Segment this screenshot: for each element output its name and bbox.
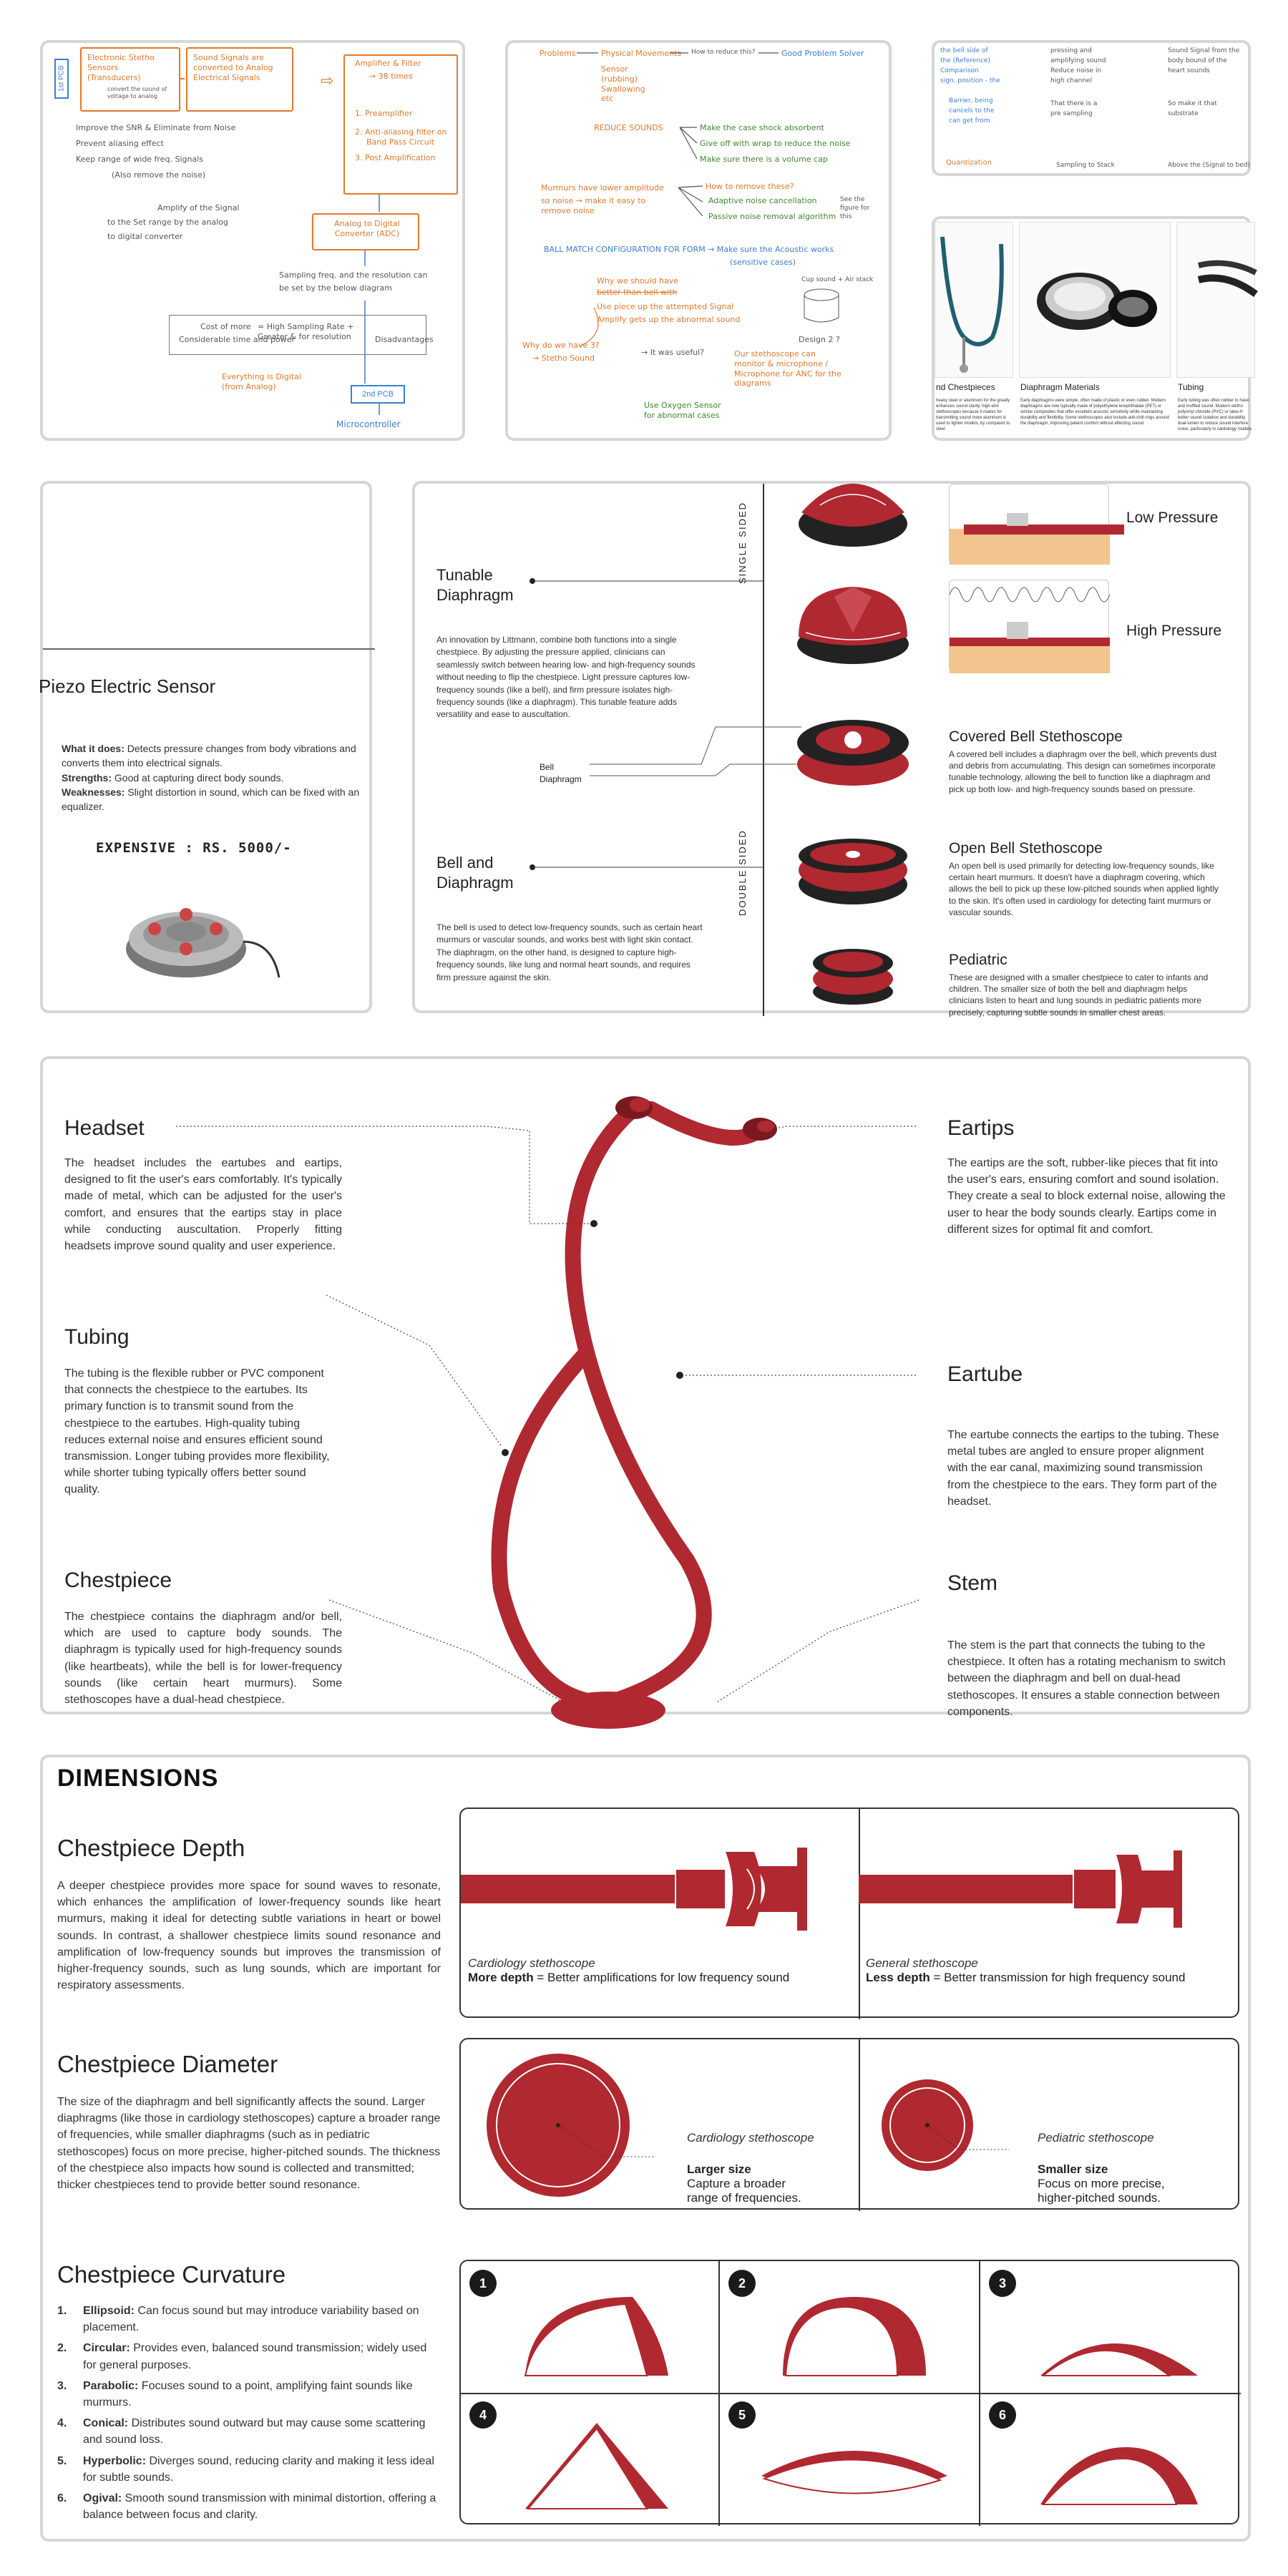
cup-note: Cup sound + Air stack [801, 276, 874, 283]
eartube-left [573, 1109, 633, 1352]
single-sided-label: SINGLE SIDED [737, 501, 748, 584]
left-note-4: (Also remove the noise) [112, 170, 206, 180]
tradeoff-left-2: Considerable time and power [179, 335, 296, 344]
anatomy-card[interactable] [40, 1056, 1251, 1718]
pcb-tag-1: 1st PCB [54, 59, 69, 99]
curv-num-4: 4 [469, 2401, 497, 2429]
physical-movements: Physical Movements [601, 49, 682, 58]
adc-note-2: be set by the below diagram [279, 283, 392, 293]
material-col-2 [1020, 382, 1169, 426]
tubing-icon [1177, 223, 1256, 379]
see-figure-3: this [840, 213, 852, 220]
sensor-sub: convert the sound of voltage to analog [107, 86, 167, 99]
flow-arrows [43, 43, 468, 444]
quantization: Quantization [946, 159, 992, 167]
amp-note-1: Amplify of the Signal [157, 203, 240, 213]
grid-h [461, 2393, 1241, 2394]
tradeoff-left-1: Cost of more [200, 322, 251, 331]
diaphragm-low [964, 525, 1124, 535]
sensor-rubbing: Sensor (rubbing) Swallowing etc [601, 64, 645, 104]
piezo-card[interactable] [40, 481, 372, 1013]
pcb-tag-2: 2nd PCB [351, 385, 405, 404]
design-2: Design 2 ? [799, 335, 840, 344]
col-a-6: Barrier, being [949, 97, 993, 104]
hyperbolic-shape-icon [754, 2433, 955, 2512]
our-steth: Our stethoscope can monitor & microphone / Microphone for ANC for the diagrams [734, 349, 841, 389]
why-mic: Why we should have [597, 276, 679, 286]
diameter-divider [859, 2039, 860, 2211]
adaptive: Adaptive noise cancellation [708, 196, 817, 205]
pediatric-title: Pediatric [949, 952, 1008, 968]
piezo-what: What it does: Detects pressure changes from body vibrations and converts them into electrical signals. [62, 743, 356, 769]
reduce-3: Make sure there is a volume cap [700, 155, 828, 164]
curvature-grid [459, 2260, 1239, 2524]
covered-title: Covered Bell Stethoscope [949, 728, 1123, 745]
curv-item-1: 1. Ellipsoid: Can focus sound but may introduce variability based on placement. [57, 2305, 419, 2334]
sampling-stack: Sampling to Stack [1056, 162, 1115, 169]
problems-label: Problems [540, 49, 576, 58]
chestpiece-open-icon [791, 820, 914, 906]
material-col-3 [1178, 382, 1254, 433]
diaphragm-parts-icon [1020, 223, 1171, 379]
depth-left-caption: Cardiology stethoscope More depth = Better amplifications for low frequency sound [468, 1956, 790, 1984]
tradeoff-right: Disadvantages [375, 335, 434, 344]
chestpiece-shape [551, 1692, 665, 1729]
amp-step-2: 2. Anti-aliasing filter on [355, 127, 447, 137]
dimensions-heading: DIMENSIONS [57, 1765, 219, 1792]
depth-panel [459, 1807, 1239, 2018]
use-oxygen: Use Oxygen Sensor for abnormal cases [644, 401, 721, 420]
material-text-1: heavy steel or aluminum for the greatly enhances sound clarity. high-end stethoscopes because it makes for transmitting sound more aluminum is used to lighter models, by compared to steel. [936, 399, 1010, 432]
col-b-6: That there is a [1050, 100, 1098, 107]
col-b-3: Reduce noise in [1050, 67, 1102, 74]
curv-num-3: 3 [989, 2270, 1016, 2297]
parabolic-shape-icon [1033, 2304, 1205, 2383]
bd-title: Bell and Diaphragm [436, 854, 514, 892]
open-title: Open Bell Stethoscope [949, 840, 1103, 857]
see-figure-2: figure for [840, 205, 870, 212]
grid-v2 [979, 2261, 980, 2526]
how-reduce: How to reduce this? [691, 49, 756, 56]
material-img-1 [935, 222, 1013, 378]
large-diaphragm-icon [482, 2049, 661, 2200]
material-title-3: Tubing [1178, 382, 1204, 392]
curvature-title: Chestpiece Curvature [57, 2261, 286, 2288]
material-text-3: Early tubing was often rubber to have and muffled sound. Modern stetho polyvinyl chloride (PVC) or latex-fr better sound isolation and durability dual-lumen to reduce sound interfere noise, particularly in cardiology models. [1178, 399, 1253, 432]
materials-card[interactable] [932, 216, 1251, 441]
why-mic-2: better than bell with [597, 288, 678, 297]
bell-callout: Bell Diaphragm [540, 762, 582, 784]
col-a-2: the (Reference) [940, 57, 990, 64]
curv-num-1: 1 [469, 2270, 497, 2297]
low-pressure-label: Low Pressure [1126, 509, 1219, 526]
amp-title: Amplifier & Filter [355, 59, 421, 68]
curv-item-6: 6. Ogival: Smooth sound transmission with minimal distortion, offering a balance between focus and clarity. [57, 2492, 436, 2522]
amp-loud: Use piece up the attempted Signal [597, 302, 734, 311]
headset-text: The headset includes the eartubes and eartips, designed to fit the user's ears comfortably. It's typically made of metal, which can be adjusted for the user's comfort, and ensures that the eartips stay in place while conducting auscultation. Properly fitting headsets improve sound quality and user experience. [64, 1157, 342, 1252]
sensor-label: Electronic Stetho Sensors (Transducers) [87, 53, 155, 82]
low-pressure-panel [949, 484, 1109, 564]
curv-item-2: 2. Circular: Provides even, balanced sound transmission; widely used for general purposes. [57, 2342, 427, 2371]
open-text: An open bell is used primarily for detecting low-frequency sounds, like certain heart murmurs. It doesn't have a diaphragm covering, which allows the bell to pick up these low-pitched sounds when applied lightly to the skin. It's often used in cardiology for detecting faint murmurs or vascular sounds. [949, 861, 1219, 917]
digital-note: Everything is Digital (from Analog) [222, 372, 302, 391]
amp-step-2b: Band Pass Circuit [366, 137, 434, 147]
headset-title: Headset [64, 1116, 145, 1140]
col-a-8: can get from [949, 117, 990, 125]
col-b-1: pressing and [1050, 47, 1092, 54]
piezo-weaknesses: Weaknesses: Slight distortion in sound, which can be fixed with an equalizer. [62, 786, 360, 813]
problems-arrows [508, 43, 894, 444]
tubing-title: Tubing [64, 1325, 130, 1349]
curv-num-5: 5 [728, 2401, 756, 2429]
piezo-strengths: Strengths: Good at capturing direct body sounds. [62, 771, 284, 784]
material-title-1: nd Chestpieces [936, 382, 995, 392]
adc-label: Analog to Digital Converter (ADC) [334, 219, 400, 238]
col-b-4: high channel [1050, 77, 1093, 84]
depth-title: Chestpiece Depth [57, 1835, 245, 1861]
col-a-3: Comparison [940, 67, 979, 74]
notes-card-small[interactable] [932, 40, 1251, 176]
material-text-2: Early diaphragms were simple, often made of plastic or even rubber. Modern diaphragms are now typically made of polyethylene terephthalate (PET) or similar composites that offer excellent acoustic sensitivity while maintaining durability and flexibility. Some stethoscopes also include anti-chill rings around the diaphragm, improving patient comfort without affecting sound. [1020, 399, 1169, 426]
chestpiece-covered-icon [791, 696, 914, 789]
left-note-1: Improve the SNR & Eliminate from Noise [76, 123, 236, 132]
reduce-head: REDUCE SOUNDS [594, 123, 663, 132]
shallow-chestpiece-icon [859, 1838, 1241, 1938]
curv-item-3: 3. Parabolic: Focuses sound to a point, amplifying faint sounds like murmurs. [57, 2379, 413, 2409]
skin-high [950, 642, 1110, 673]
wave-icon [950, 580, 1110, 609]
murmur-note-2: so noise → make it easy to remove noise [541, 196, 646, 215]
left-note-2: Prevent aliasing effect [76, 139, 164, 148]
material-img-3 [1176, 222, 1255, 378]
curvature-list [57, 2303, 441, 2527]
micro-label: Microcontroller [336, 419, 401, 429]
diameter-left-caption: Cardiology stethoscope Larger size Capture a broader range of frequencies. [687, 2131, 814, 2205]
chestpiece-tunable-icon [791, 575, 914, 668]
ts-useful: → It was useful? [641, 348, 704, 357]
material-col-1 [936, 382, 1013, 433]
piezo-sensor-icon [100, 870, 286, 992]
col-b-2: amplifying sound [1050, 57, 1106, 64]
amp-loud-2: Amplify gets up the abnormal sound [597, 315, 741, 324]
small-diaphragm-icon [880, 2078, 1038, 2178]
left-note-3: Keep range of wide freq. Signals [76, 155, 203, 164]
eartip-left [615, 1096, 653, 1119]
tradeoff-mid: = High Sampling Rate + Greater & for resolution [258, 322, 354, 341]
tunable-title: Tunable Diaphragm [436, 566, 514, 604]
reduce-1: Make the case shock absorbent [700, 123, 824, 132]
bd-text: The bell is used to detect low-frequency sounds, such as certain heart murmurs or vascular sounds, and works best with light skin contact. The diaphragm, on the other hand, is designed to capture high-frequency sounds, like lung and normal heart sounds, and requires firm pressure against the skin. [436, 922, 703, 982]
murmur-note: Murmurs have lower amplitude [541, 183, 664, 192]
chestpiece-types-card[interactable] [412, 481, 1251, 1018]
chestpiece-pediatric-icon [809, 927, 897, 1006]
col-a-4: sign. position - the [940, 77, 1000, 84]
chestpiece-text: The chestpiece contains the diaphragm and/or bell, which are used to capture body sounds. The diaphragm is typically used for high-frequency sounds (like heartbeats), while the bell is for lower-frequency sounds (like certain heart murmurs). Some stethoscopes have a dual-head chestpiece. [64, 1611, 342, 1706]
why-need: Why do we have 3? [522, 341, 600, 350]
amp-sub: → 38 times [369, 72, 413, 81]
eartube-text: The eartube connects the eartips to the tubing. These metal tubes are angled to ensure proper alignment with the ear canal, maximizing sound transmission from the chestpiece to the ears. They form part of the headset. [947, 1429, 1219, 1508]
chestpiece-tunable-top-icon [791, 484, 914, 552]
amp-step-3: 3. Post Amplification [355, 153, 436, 162]
piezo-title: Piezo Electric Sensor [39, 675, 216, 697]
ball-match-sub: (sensitive cases) [730, 258, 796, 267]
curv-num-6: 6 [989, 2401, 1016, 2429]
stem-title: Stem [947, 1571, 998, 1595]
curv-item-4: 4. Conical: Distributes sound outward but may cause some scattering and sound loss. [57, 2417, 426, 2446]
col-a-1: the bell side of [940, 47, 988, 54]
above-signal: Above the (Signal to bed) [1168, 162, 1251, 169]
diameter-title: Chestpiece Diameter [57, 2051, 278, 2077]
diaphragm-high [950, 638, 1110, 646]
material-title-2: Diaphragm Materials [1020, 382, 1100, 392]
tunable-text: An innovation by Littmann, combine both functions into a single chestpiece. By adjusting the pressure applied, clinicians can seamlessly switch between hearing low- and high-frequency sounds without needing to flip the chestpiece. Light pressure captures low-frequency sounds (like a bell), and firm pressure isolates high-frequency sounds (like a diaphragm). This tunable feature adds versatility and ease to auscultation. [436, 635, 696, 720]
arrow-right: ⇨ [321, 72, 334, 90]
eartips-text: The eartips are the soft, rubber-like pieces that fit into the user's ears, ensuring comfort and sound isolation. They create a seal to block external noise, allowing the user to hear the body sounds clearly. Eartips come in different sizes for optimal fit and comfort. [947, 1157, 1226, 1236]
stetho-sound: → Stetho Sound [532, 353, 595, 363]
reduce-2: Give off with wrap to reduce the noise [700, 139, 851, 148]
col-b-7: pre sampling [1050, 110, 1093, 117]
stethoscope-teal-icon [935, 223, 1014, 379]
pediatric-text: These are designed with a smaller chestpiece to cater to infants and children. The smaller size of both the bell and diaphragm helps clinicians listen to heart and lung sounds in pediatric patients more precisely, capturing subtle sounds in smaller chest areas. [949, 972, 1209, 1018]
col-c-3: heart sounds [1168, 67, 1210, 74]
notes-card-problems[interactable] [505, 40, 892, 441]
depth-right-caption: General stethoscope Less depth = Better transmission for high frequency sound [866, 1956, 1186, 1984]
double-sided-label: DOUBLE SIDED [737, 829, 748, 916]
high-pressure-label: High Pressure [1126, 623, 1222, 639]
diameter-text: The size of the diaphragm and bell significantly affects the sound. Larger diaphragms (like those in cardiology stethoscopes) capture a broader range of frequencies, while smaller diaphragms (such as in pediatric stethoscopes) focus on more precise, higher-pitched sounds. The thickness of the chestpiece also impacts how sound is collected and transmitted; thicker chestpieces tend to provide better sound resonance. [57, 2096, 441, 2191]
tubing-main [587, 1352, 704, 1703]
material-img-2 [1019, 222, 1171, 378]
adc-note-1: Sampling freq. and the resolution can [279, 270, 428, 280]
curv-num-2: 2 [728, 2270, 756, 2297]
passive: Passive noise removal algorithm [708, 212, 836, 221]
circular-shape-icon [776, 2290, 933, 2383]
eartips-title: Eartips [947, 1116, 1015, 1140]
see-figure-1: See the [840, 196, 865, 203]
high-pressure-panel [949, 580, 1109, 673]
curv-item-5: 5. Hyperbolic: Diverges sound, reducing clarity and making it less ideal for subtle sounds. [57, 2454, 434, 2484]
good-problem: Good Problem Solver [781, 49, 864, 58]
deep-chestpiece-icon [461, 1838, 859, 1938]
covered-text: A covered bell includes a diaphragm over the bell, which prevents dust and debris from accumulating. This design can sometimes incorporate tunable technology, allowing the bell to function like a diaphragm and pick up both low- and high-frequency sounds based on pressure. [949, 749, 1217, 794]
bell-high [1007, 622, 1028, 639]
bell-low [1007, 513, 1028, 526]
amp-step-1: 1. Preamplifier [355, 109, 413, 118]
dimensions-card[interactable] [40, 1755, 1251, 2542]
ellipsoid-shape-icon [518, 2290, 675, 2383]
ball-match: BALL MATCH CONFIGURATION FOR FORM → Make sure the Acoustic works [544, 245, 834, 254]
tubing-text: The tubing is the flexible rubber or PVC component that connects the chestpiece to the eartubes. Its primary function is to transmit sound from the chestpiece to the eartubes. High-quality tubing reduces external noise and ensures efficient sound transmission. Longer tubing provides more flexibility, while shorter tubing typically offers better sound quality. [64, 1367, 330, 1496]
col-a-7: cancels to the [949, 107, 995, 114]
depth-text: A deeper chestpiece provides more space for sound waves to resonate, which enhances the amplification of lower-frequency sounds like heart murmurs, making it ideal for detecting subtle variations in heart or bowel sounds. In contrast, a shallower chestpiece limits sound resonance and amplification of low-frequency sounds but improves the transmission of higher-frequency sounds, such as lung sounds, which are important for respiratory assessments. [57, 1880, 441, 1992]
col-c-2: body bound of the [1168, 57, 1227, 64]
amp-note-3: to digital converter [107, 232, 183, 241]
how-remove: How to remove these? [706, 182, 794, 191]
stem-text: The stem is the part that connects the tubing to the chestpiece. It often has a rotating mechanism to switch between the diaphragm and bell on dual-head stethoscopes. It ensures a stable connection between components. [947, 1639, 1226, 1718]
col-c-1: Sound Signal from the [1168, 47, 1240, 54]
chestpiece-title: Chestpiece [64, 1568, 172, 1592]
piezo-desc [62, 741, 365, 814]
eartube-title: Eartube [947, 1362, 1023, 1386]
conical-shape-icon [518, 2416, 675, 2516]
divider-line [43, 648, 375, 650]
amp-note-2: to the Set range by the analog [107, 218, 228, 227]
signal-label: Sound Signals are converted to Analog Electrical Signals [193, 53, 273, 82]
ogival-shape-icon [1033, 2433, 1205, 2512]
col-c-5: So make it that [1168, 100, 1217, 107]
diameter-right-caption: Pediatric stethoscope Smaller size Focus on more precise, higher-pitched sounds. [1038, 2131, 1165, 2205]
tubing-loop [499, 1352, 609, 1703]
notes-card-signal-chain[interactable] [40, 40, 465, 441]
piezo-expensive: EXPENSIVE : RS. 5000/- [96, 840, 292, 856]
col-c-6: substrate [1168, 110, 1199, 117]
eartube-right [651, 1109, 758, 1138]
diameter-panel [459, 2038, 1239, 2210]
grid-v1 [718, 2261, 720, 2526]
